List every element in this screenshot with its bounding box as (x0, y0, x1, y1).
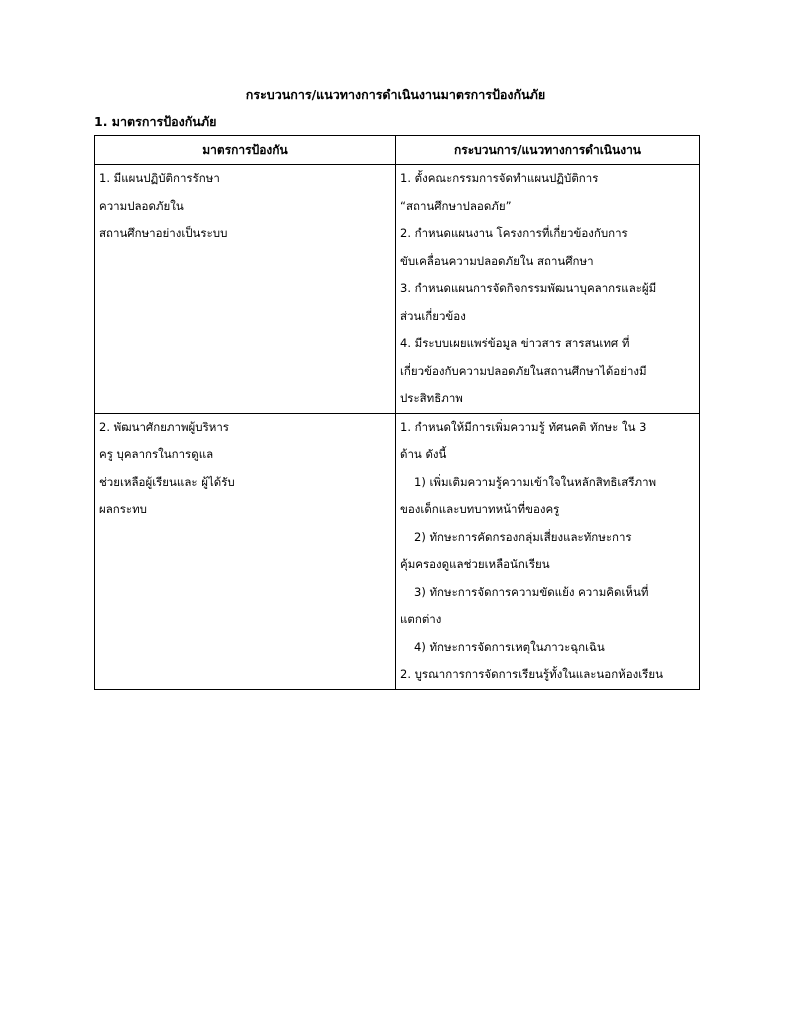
measure-line: ครู บุคลากรในการดูแล (99, 447, 214, 461)
process-line: 1. กำหนดให้มีการเพิ่มความรู้ ทัศนคติ ทักษะ ใน 3 (400, 419, 647, 434)
header-process: กระบวนการ/แนวทางการดำเนินงาน (396, 136, 700, 165)
process-line: 2. กำหนดแผนงาน โครงการที่เกี่ยวข้องกับการ (400, 226, 628, 240)
process-line: ประสิทธิภาพ (400, 391, 463, 405)
section-heading: 1. มาตรการป้องกันภัย (94, 114, 217, 129)
process-line: ด้าน ดังนี้ (400, 447, 447, 461)
measure-cell (95, 165, 396, 414)
process-line: 3. กำหนดแผนการจัดกิจกรรมพัฒนาบุคลากรและผู้มี (400, 281, 657, 295)
process-subline: 4) ทักษะการจัดการเหตุในภาวะฉุกเฉิน (414, 639, 605, 654)
process-line: ขับเคลื่อนความปลอดภัยใน สถานศึกษา (400, 253, 594, 268)
process-line: คุ้มครองดูแลช่วยเหลือนักเรียน (400, 557, 550, 571)
measure-line: ช่วยเหลือผู้เรียนและ ผู้ได้รับ (99, 474, 235, 489)
measure-cell (95, 413, 396, 689)
measure-line: 2. พัฒนาศักยภาพผู้บริหาร (99, 419, 229, 434)
measure-line: 1. มีแผนปฏิบัติการรักษา (99, 171, 220, 185)
process-subline: 1) เพิ่มเติมความรู้ความเข้าใจในหลักสิทธิเสรีภาพ (414, 474, 657, 489)
process-line: ส่วนเกี่ยวข้อง (400, 308, 466, 323)
process-subline: 2) ทักษะการคัดกรองกลุ่มเสี่ยงและทักษะการ (414, 529, 632, 544)
table-header-row (95, 136, 700, 165)
measure-line: ความปลอดภัยใน (99, 198, 184, 213)
measure-line: สถานศึกษาอย่างเป็นระบบ (99, 226, 228, 240)
process-cell (396, 165, 700, 414)
process-line: “สถานศึกษาปลอดภัย” (400, 198, 512, 213)
table-row (95, 165, 700, 414)
process-line: แตกต่าง (400, 612, 442, 626)
page-title: กระบวนการ/แนวทางการดำเนินงานมาตรการป้องกันภัย (245, 87, 546, 102)
process-line: เกี่ยวข้องกับความปลอดภัยในสถานศึกษาได้อย่างมี (400, 363, 647, 378)
table-row (95, 413, 700, 689)
process-line: 2. บูรณาการการจัดการเรียนรู้ทั้งในและนอกห้องเรียน (400, 667, 663, 681)
process-line: ของเด็กและบทบาทหน้าที่ของครู (400, 502, 560, 516)
measure-line: ผลกระทบ (99, 502, 147, 516)
process-subline: 3) ทักษะการจัดการความขัดแย้ง ความคิดเห็นที่ (414, 584, 649, 599)
header-measure: มาตรการป้องกัน (95, 136, 396, 165)
process-line: 1. ตั้งคณะกรรมการจัดทำแผนปฏิบัติการ (400, 171, 599, 185)
process-cell (396, 413, 700, 689)
process-line: 4. มีระบบเผยแพร่ข้อมูล ข่าวสาร สารสนเทศ ที่ (400, 336, 630, 350)
measures-table (94, 135, 700, 690)
